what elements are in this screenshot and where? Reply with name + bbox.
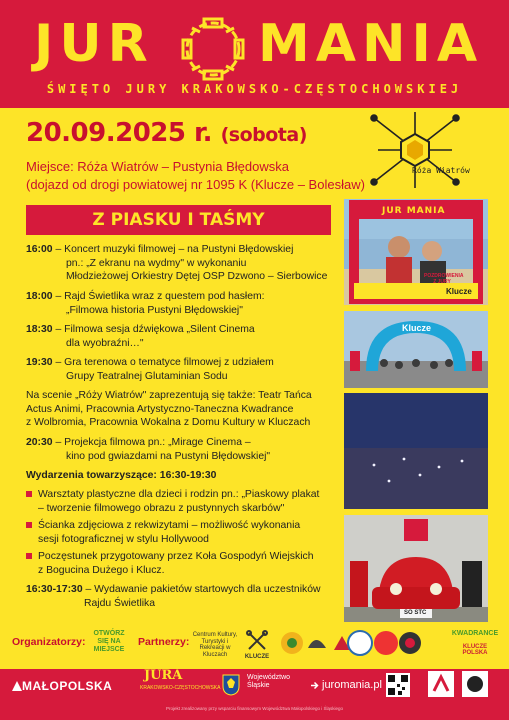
bullet-line: Warsztaty plastyczne dla dzieci i rodzin pn.: „Piaskowy plakat <box>38 489 320 500</box>
silesia-line-1: Województwo <box>247 674 291 681</box>
title-right: MANIA <box>258 14 484 74</box>
place-line-2: (dojazd od drogi powiatowej nr 1095 K (Klucze – Bolesław) <box>26 177 365 192</box>
frame-greeting: POZDROWIENIA Z JURY <box>424 273 464 285</box>
event-title <box>0 6 509 72</box>
scene-line: Actus Animi, Pracownia Artystyczno-Taneczna Kwadrance <box>26 403 294 415</box>
scene-line: Na scenie „Róży Wiatrów" zaprezentują się także: Teatr Tańca <box>26 390 312 401</box>
schedule-line: Grupy Teatralnej Glutaminian Sodu <box>66 370 228 382</box>
schedule-line: Młodzieżowej Orkiestry Dętej OSP Dzwono – Sierbowice <box>66 271 328 283</box>
car-plate: SO STC <box>404 610 427 616</box>
compass-label: Róża Wiatrów <box>412 166 470 175</box>
event-place <box>26 158 365 194</box>
schedule-time: 18:30 <box>26 324 53 335</box>
schedule-time: 19:30 <box>26 357 53 368</box>
photo-arch <box>344 311 488 388</box>
scene-note <box>26 389 336 430</box>
place-line-1: Miejsce: Róża Wiatrów – Pustynia Błędowska <box>26 159 289 174</box>
schedule-item <box>26 290 336 317</box>
seal-o-icon <box>180 16 246 82</box>
schedule-item <box>26 243 336 284</box>
keys-icon <box>246 630 268 654</box>
compass-rose-icon <box>360 112 470 188</box>
bullet-item <box>26 488 336 515</box>
silesia-line-2: Śląskie <box>247 682 270 689</box>
partner-badge-icon <box>462 671 488 697</box>
schedule-time: 16:00 <box>26 244 53 255</box>
schedule-line: Rajdu Świetlika <box>84 597 156 609</box>
schedule-line: pn.: „Z ekranu na wydmy" w wykonaniu <box>66 257 247 269</box>
footer-note: Projekt zrealizowany przy wsparciu finansowym Województwa Małopolskiego i Śląskiego <box>166 706 343 711</box>
schedule-time: 18:00 <box>26 291 53 302</box>
photo-frame-selfie <box>344 199 488 305</box>
silesia-logo <box>247 674 290 690</box>
partner-logos <box>280 628 430 658</box>
organizers-label: Organizatorzy: <box>12 636 86 648</box>
scene-line: z Wolbromia, Pracownia Wokalna z Domu Kultury w Kluczach <box>26 417 311 429</box>
date-day: (sobota) <box>220 124 307 146</box>
malopolska-mark-icon <box>12 681 22 691</box>
schedule-time: 20:30 <box>26 437 53 448</box>
bullet-item <box>26 519 336 546</box>
schedule-line: – Koncert muzyki filmowej – na Pustyni Błędowskiej <box>55 244 294 255</box>
qr-code-icon <box>386 673 410 697</box>
arrow-icon <box>310 681 319 690</box>
schedule-line: – Wydawanie pakietów startowych dla uczestników <box>85 584 321 595</box>
schedule-line: – Gra terenowa o tematyce filmowej z udziałem <box>55 357 274 368</box>
photo-night-desert <box>344 393 488 509</box>
subtitle: ŚWIĘTO JURY KRAKOWSKO-CZĘSTOCHOWSKIEJ <box>46 82 463 96</box>
date-value: 20.09.2025 r. <box>26 118 213 148</box>
frame-brand: Klucze <box>446 287 472 296</box>
bullet-line: sesji fotograficznej w stylu Hollywood <box>38 533 209 545</box>
schedule-item <box>26 356 336 383</box>
jura-logo-sub: KRAKOWSKO-CZĘSTOCHOWSKA <box>140 685 221 691</box>
schedule-time: 16:30-17:30 <box>26 584 83 595</box>
section-banner: Z PIASKU I TAŚMY <box>26 205 331 235</box>
klucze-label: KLUCZE <box>244 654 270 660</box>
bullet-line: – tworzenie filmowego obrazu z pustynnych skarbów" <box>38 502 285 514</box>
jura-logo: JURA <box>144 668 183 683</box>
kwadrance-logo: KWADRANCE <box>451 630 499 637</box>
schedule-item-screening <box>26 436 336 463</box>
centrum-logo: Centrum Kultury, Turystyki i Rekreacji w Kluczach <box>192 632 238 658</box>
event-date <box>26 118 307 148</box>
malopolska-logo: MAŁOPOLSKA <box>22 679 113 693</box>
partners-label: Partnerzy: <box>138 636 190 648</box>
klucze-polska-logo: KLUCZE POLSKA <box>462 644 488 656</box>
website-link[interactable]: juromania.pl <box>322 679 382 691</box>
schedule-line: – Rajd Świetlika wraz z questem pod hasłem: <box>55 291 265 302</box>
bullet-line: Poczęstunek przygotowany przez Koła Gospodyń Wiejskich <box>38 551 314 562</box>
photo-red-beetle <box>344 515 488 631</box>
schedule-line: „Filmowa historia Pustyni Błędowskiej" <box>66 304 243 316</box>
schedule-line: kino pod gwiazdami na Pustyni Błędowskiej" <box>66 450 271 462</box>
schedule-line: – Projekcja filmowa pn.: „Mirage Cinema – <box>55 437 251 448</box>
bullet-line: Ścianka zdjęciowa z rekwizytami – możliwość wykonania <box>38 520 301 531</box>
frame-title: JUR MANIA <box>382 206 446 216</box>
schedule-line: – Filmowa sesja dźwiękowa „Silent Cinema <box>55 324 255 335</box>
title-left: JUR <box>34 14 154 74</box>
schedule-item <box>26 323 336 350</box>
bullet-line: z Bogucina Dużego i Klucz. <box>38 564 165 576</box>
otworz-logo: OTWÓRZ SIĘ NA MIEJSCE <box>88 628 130 658</box>
schedule-line: dla wyobraźni…" <box>66 337 144 349</box>
bullet-item <box>26 550 336 577</box>
arch-brand: Klucze <box>402 323 432 333</box>
schedule-item-closing <box>26 583 336 610</box>
silesia-crest-icon <box>222 674 240 696</box>
accompanying-title: Wydarzenia towarzyszące: 16:30-19:30 <box>26 470 217 481</box>
partner-badge-icon <box>428 671 454 697</box>
